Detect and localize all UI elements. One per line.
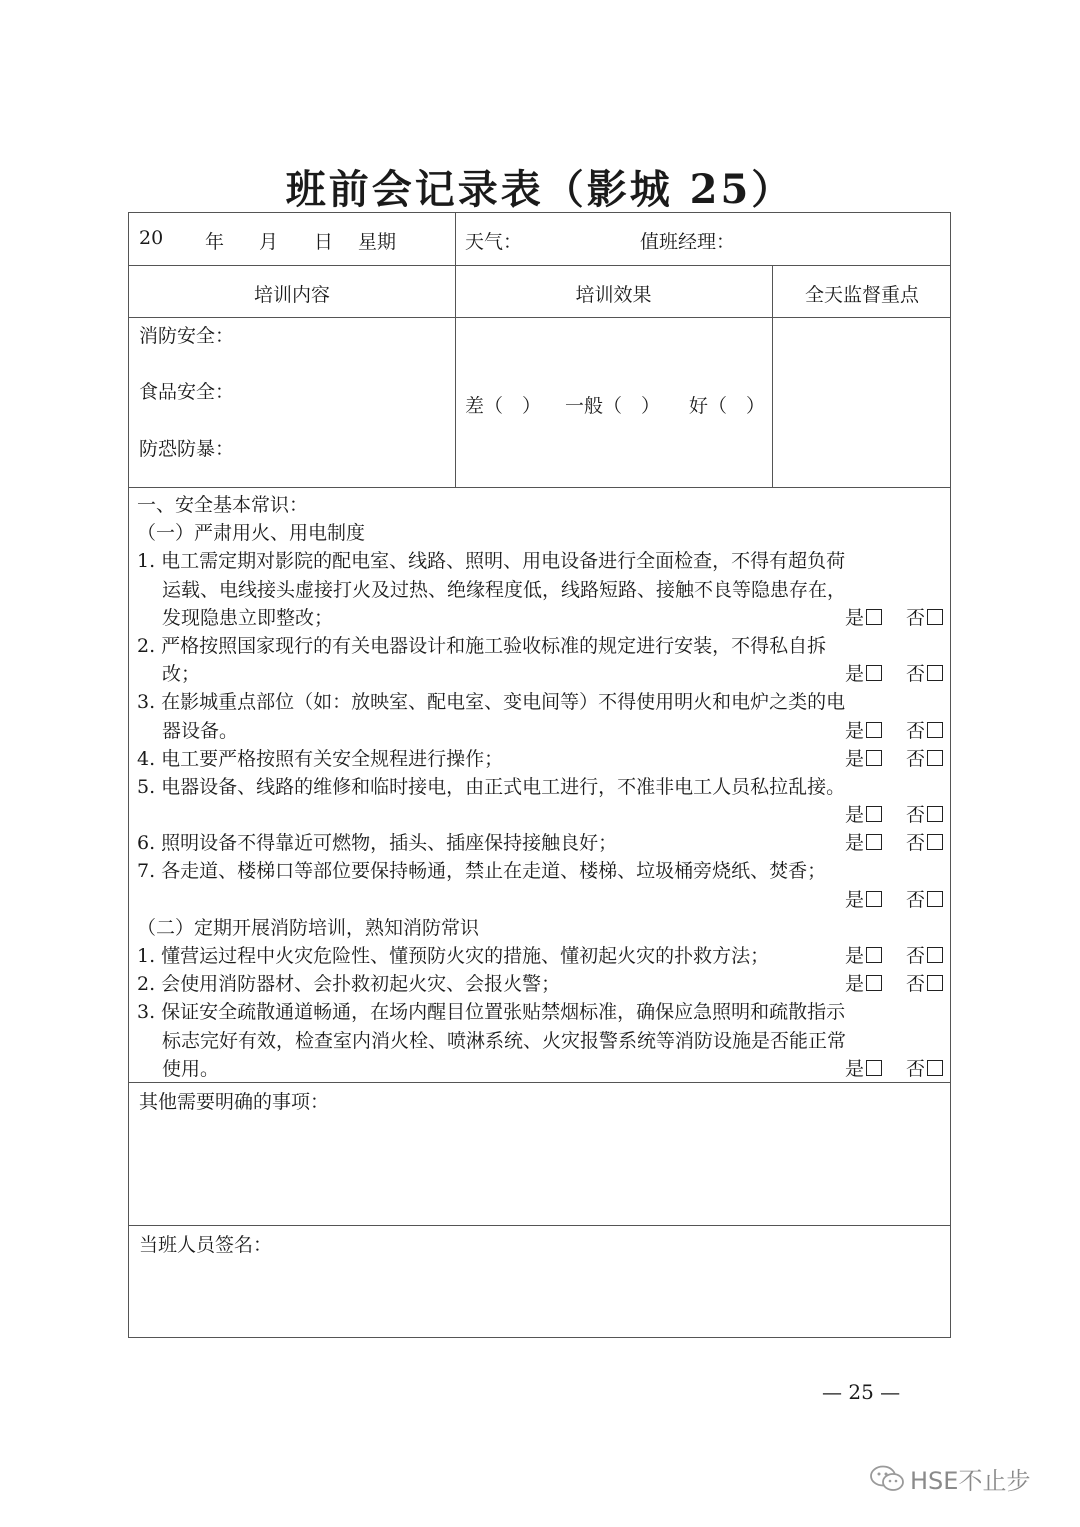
- rule-item-line: [137, 547, 943, 575]
- duty-manager-label: 值班经理：: [640, 231, 736, 253]
- watermark: [870, 1461, 1030, 1496]
- rule-line-text: 发现隐患立即整改；: [162, 606, 334, 629]
- wechat-icon: [870, 1465, 904, 1493]
- signature-label: 当班人员签名：: [139, 1234, 273, 1256]
- no-checkbox[interactable]: [927, 975, 943, 991]
- meeting-record-table: [128, 212, 951, 1338]
- rule-line-text: （一）严肃用火、用电制度: [137, 522, 366, 545]
- rule-line-text: 器设备。: [162, 719, 239, 742]
- safety-rules: [137, 491, 943, 1083]
- rule-line-text: 2. 会使用消防器材、会扑救初起火灾、会报火警；: [137, 973, 561, 996]
- yes-no-checkboxes: [845, 717, 943, 745]
- yes-checkbox[interactable]: [866, 665, 882, 681]
- yes-label: 是: [844, 1057, 864, 1080]
- no-checkbox[interactable]: [927, 1060, 943, 1076]
- rule-line-text: 3. 在影城重点部位（如：放映室、配电室、变电间等）不得使用明火和电炉之类的电: [137, 691, 846, 714]
- rule-item-line: [137, 632, 943, 660]
- other-matters-label: 其他需要明确的事项：: [139, 1091, 330, 1113]
- rule-item-line: [137, 717, 943, 745]
- rule-item-line: [137, 745, 943, 773]
- no-label: 否: [905, 945, 925, 967]
- rule-line-text: 7. 各走道、楼梯口等部位要保持畅通，禁止在走道、楼梯、垃圾桶旁烧纸、焚香；: [137, 860, 827, 883]
- row-divider: [129, 317, 950, 318]
- no-checkbox[interactable]: [927, 891, 943, 907]
- yes-no-checkboxes: [845, 970, 943, 998]
- rule-item-line: [137, 970, 943, 998]
- training-content-header: 培训内容: [253, 284, 330, 306]
- row-divider: [129, 265, 950, 266]
- effect-average: 一般（ ）: [565, 395, 661, 417]
- yes-no-checkboxes: [845, 829, 943, 857]
- no-checkbox[interactable]: [927, 750, 943, 766]
- rule-line-text: 标志完好有效，检查室内消火栓、喷淋系统、火灾报警系统等消防设施是否能正常: [162, 1029, 847, 1052]
- no-label: 否: [905, 888, 925, 911]
- rule-line-text: 3. 保证安全疏散通道畅通，在场内醒目位置张贴禁烟标准，确保应急照明和疏散指示: [137, 1001, 846, 1024]
- column-divider: [455, 213, 456, 487]
- training-effect-header: 培训效果: [575, 284, 652, 306]
- rule-item-line: [137, 942, 943, 970]
- rule-line-text: 1. 懂营运过程中火灾危险性、懂预防火灾的措施、懂初起火灾的扑救方法；: [137, 945, 770, 967]
- page-title: 班前会记录表（影城 25）: [285, 166, 795, 213]
- date-year-prefix: 20: [139, 227, 164, 249]
- yes-checkbox[interactable]: [866, 834, 882, 850]
- rule-item-line: [137, 688, 943, 716]
- yes-label: 是: [844, 606, 864, 629]
- yes-checkbox[interactable]: [866, 609, 882, 625]
- weekday-label: 星期: [358, 231, 397, 253]
- no-checkbox[interactable]: [927, 722, 943, 738]
- no-checkbox[interactable]: [927, 609, 943, 625]
- yes-label: 是: [844, 832, 864, 855]
- yes-no-checkboxes: [845, 660, 943, 688]
- rule-item-line: [137, 660, 943, 688]
- no-checkbox[interactable]: [927, 806, 943, 822]
- page-number: — 25 —: [822, 1380, 901, 1404]
- yes-label: 是: [844, 888, 864, 911]
- rules-heading: [137, 491, 943, 519]
- rule-line-text: 4. 电工要严格按照有关安全规程进行操作；: [137, 747, 504, 770]
- yes-label: 是: [844, 719, 864, 742]
- training-item-fire: 消防安全：: [139, 325, 235, 347]
- row-divider: [129, 487, 950, 488]
- rule-line-text: 1. 电工需定期对影院的配电室、线路、照明、用电设备进行全面检查，不得有超负荷: [137, 550, 846, 573]
- year-label: 年: [205, 231, 225, 253]
- weather-label: 天气：: [465, 231, 523, 253]
- no-label: 否: [905, 1057, 925, 1080]
- month-label: 月: [259, 231, 279, 253]
- rule-item-line: [137, 604, 943, 632]
- no-label: 否: [905, 973, 925, 996]
- rule-line-text: 一、安全基本常识：: [137, 494, 309, 516]
- rule-item-line: [137, 829, 943, 857]
- training-item-food: 食品安全：: [139, 381, 235, 403]
- rule-item-line: [137, 773, 943, 801]
- no-checkbox[interactable]: [927, 947, 943, 963]
- day-label: 日: [314, 231, 334, 253]
- yes-label: 是: [844, 945, 864, 967]
- no-label: 否: [905, 747, 925, 770]
- effect-good: 好（ ）: [689, 395, 766, 417]
- rule-line-text: 6. 照明设备不得靠近可燃物，插头、插座保持接触良好；: [137, 832, 618, 855]
- yes-no-checkboxes: [845, 1055, 943, 1083]
- yes-label: 是: [844, 804, 864, 827]
- rule-item-line: [137, 1027, 943, 1055]
- watermark-text: HSE不止步: [910, 1467, 1031, 1495]
- training-item-security: 防恐防暴：: [139, 438, 235, 460]
- rule-item-line: [137, 576, 943, 604]
- rule-line-text: 2. 严格按照国家现行的有关电器设计和施工验收标准的规定进行安装，不得私自拆: [137, 634, 827, 657]
- no-label: 否: [905, 606, 925, 629]
- yes-no-checkboxes: [845, 801, 943, 829]
- rule-line-text: （二）定期开展消防培训，熟知消防常识: [137, 916, 480, 939]
- yes-no-checkboxes: [845, 604, 943, 632]
- rule-item-line: [137, 801, 943, 829]
- supervision-header: 全天监督重点: [804, 284, 919, 306]
- no-label: 否: [905, 804, 925, 827]
- rule-item-line: [137, 998, 943, 1026]
- yes-label: 是: [844, 747, 864, 770]
- rule-item-line: [137, 857, 943, 885]
- yes-checkbox[interactable]: [866, 975, 882, 991]
- yes-checkbox[interactable]: [866, 947, 882, 963]
- yes-checkbox[interactable]: [866, 722, 882, 738]
- yes-no-checkboxes: [845, 886, 943, 914]
- no-label: 否: [905, 663, 925, 686]
- yes-no-checkboxes: [845, 942, 943, 970]
- no-checkbox[interactable]: [927, 665, 943, 681]
- yes-checkbox[interactable]: [866, 1060, 882, 1076]
- rule-item-line: [137, 1055, 943, 1083]
- rule-line-text: 使用。: [162, 1057, 220, 1080]
- row-divider: [129, 1225, 950, 1226]
- rule-line-text: 运载、电线接头虚接打火及过热、绝缘程度低，线路短路、接触不良等隐患存在，: [162, 578, 847, 601]
- yes-label: 是: [844, 973, 864, 996]
- rule-item-line: [137, 886, 943, 914]
- yes-checkbox[interactable]: [866, 891, 882, 907]
- rules-section-title: [137, 914, 943, 942]
- no-checkbox[interactable]: [927, 834, 943, 850]
- yes-checkbox[interactable]: [866, 806, 882, 822]
- effect-poor: 差（ ）: [465, 395, 542, 417]
- rule-line-text: 5. 电器设备、线路的维修和临时接电，由正式电工进行，不准非电工人员私拉乱接。: [137, 775, 846, 798]
- yes-checkbox[interactable]: [866, 750, 882, 766]
- rule-line-text: 改；: [162, 663, 201, 686]
- yes-label: 是: [844, 663, 864, 686]
- yes-no-checkboxes: [845, 745, 943, 773]
- no-label: 否: [905, 832, 925, 855]
- rules-section-title: [137, 519, 943, 547]
- no-label: 否: [905, 719, 925, 742]
